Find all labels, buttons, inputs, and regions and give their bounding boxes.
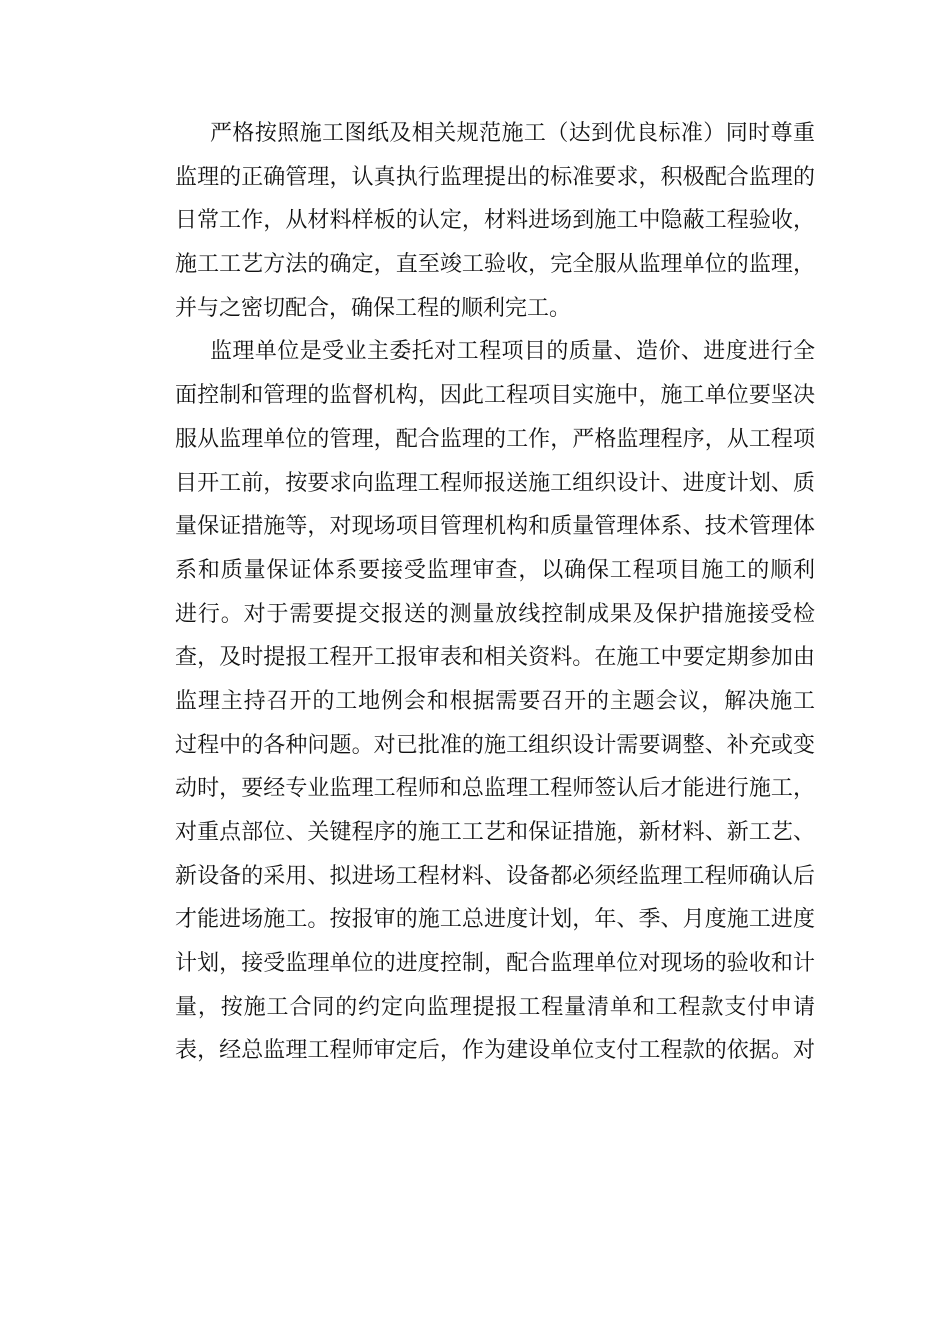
- paragraph-2-line-12: 对重点部位、关键程序的施工工艺和保证措施，新材料、新工艺、: [175, 820, 815, 845]
- paragraph-2-line-6: 系和质量保证体系要接受监理审查，以确保工程项目施工的顺利: [175, 557, 815, 583]
- paragraph-2-line-15: 计划，接受监理单位的进度控制，配合监理单位对现场的验收和计: [175, 951, 815, 977]
- paragraph-2-line-2: 面控制和管理的监督机构，因此工程项目实施中，施工单位要坚决: [175, 383, 815, 409]
- paragraph-2-line-11: 动时，要经专业监理工程师和总监理工程师签认后才能进行施工，: [175, 776, 815, 802]
- paragraph-2-line-1: 监理单位是受业主委托对工程项目的质量、造价、进度进行全: [210, 339, 815, 365]
- paragraph-1-line-1: 严格按照施工图纸及相关规范施工（达到优良标准）同时尊重: [210, 121, 815, 146]
- body-text: [175, 112, 815, 1073]
- paragraph-2-line-8: 查，及时提报工程开工报审表和相关资料。在施工中要定期参加由: [175, 645, 815, 671]
- paragraph-1-line-5: 并与之密切配合，确保工程的顺利完工。: [175, 295, 572, 321]
- paragraph-2-line-3: 服从监理单位的管理，配合监理的工作，严格监理程序，从工程项: [175, 426, 815, 452]
- paragraph-2-line-7: 进行。对于需要提交报送的测量放线控制成果及保护措施接受检: [175, 601, 815, 627]
- paragraph-2-line-9: 监理主持召开的工地例会和根据需要召开的主题会议，解决施工: [175, 688, 815, 714]
- paragraph-1-line-3: 日常工作，从材料样板的认定，材料进场到施工中隐蔽工程验收，: [175, 208, 815, 234]
- paragraph-2-line-13: 新设备的采用、拟进场工程材料、设备都必须经监理工程师确认后: [175, 863, 815, 889]
- paragraph-1-line-4: 施工工艺方法的确定，直至竣工验收，完全服从监理单位的监理，: [175, 252, 815, 278]
- paragraph-2-line-5: 量保证措施等，对现场项目管理机构和质量管理体系、技术管理体: [175, 514, 815, 540]
- paragraph-2-line-4: 目开工前，按要求向监理工程师报送施工组织设计、进度计划、质: [175, 470, 815, 496]
- paragraph-2-line-10: 过程中的各种问题。对已批准的施工组织设计需要调整、补充或变: [175, 732, 815, 758]
- paragraph-2-line-16: 量，按施工合同的约定向监理提报工程量清单和工程款支付申请: [175, 994, 815, 1020]
- paragraph-1-line-2: 监理的正确管理，认真执行监理提出的标准要求，积极配合监理的: [175, 164, 815, 190]
- paragraph-2-line-14: 才能进场施工。按报审的施工总进度计划，年、季、月度施工进度: [175, 907, 815, 933]
- paragraph-2-line-17: 表，经总监理工程师审定后，作为建设单位支付工程款的依据。对: [175, 1038, 815, 1064]
